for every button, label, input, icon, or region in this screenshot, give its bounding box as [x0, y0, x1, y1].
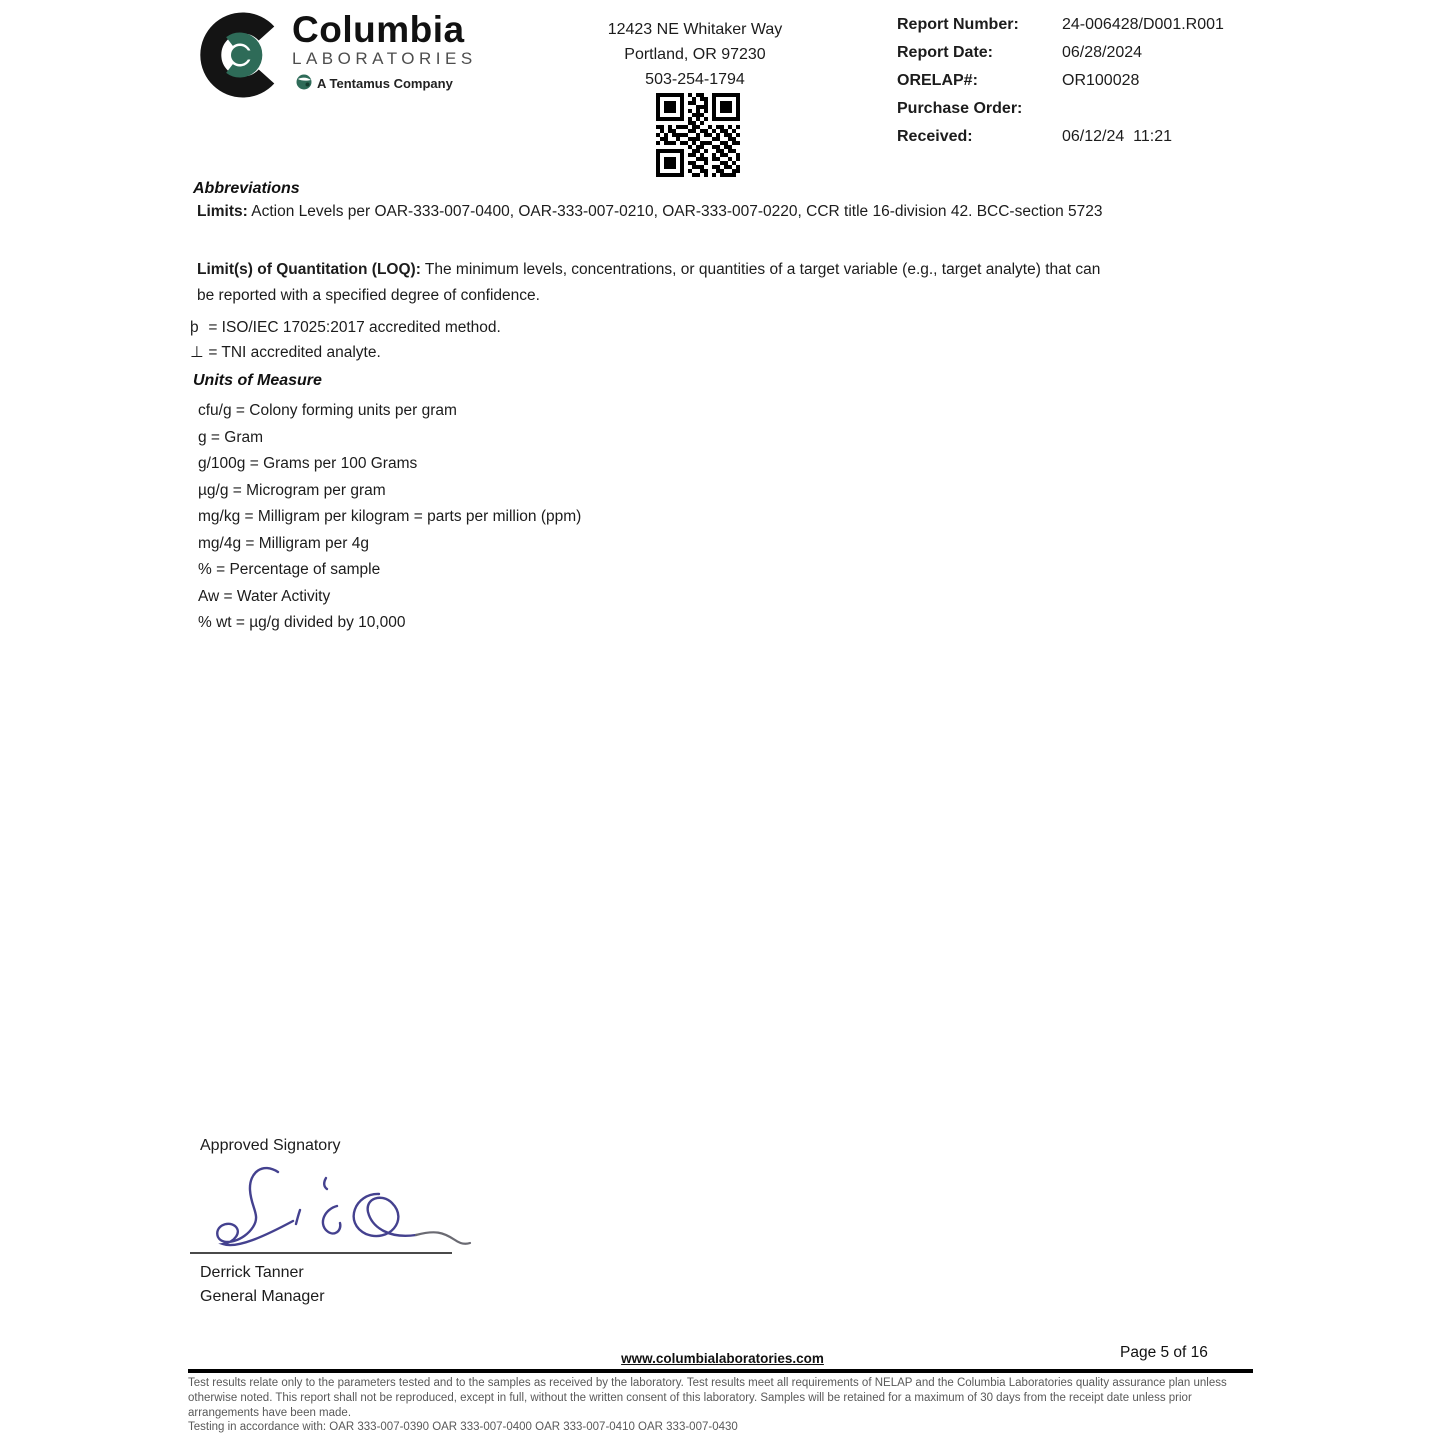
signature-rule [190, 1252, 452, 1254]
logo-sub-text: LABORATORIES [292, 49, 477, 68]
address-street: 12423 NE Whitaker Way [607, 21, 783, 38]
report-meta-row [897, 100, 1437, 118]
limits-definition [197, 203, 1347, 221]
accreditation-line [190, 316, 501, 341]
loq-label: Limit(s) of Quantitation (LOQ): [197, 261, 421, 278]
report-meta-value: 06/12/24 11:21 [1062, 128, 1173, 145]
qr-code [655, 92, 741, 178]
accreditation-notes [190, 316, 501, 365]
page-number: Page 5 of 16 [1120, 1344, 1208, 1361]
report-meta-row [897, 128, 1437, 146]
unit-definition: mg/kg = Milligram per kilogram = parts per million (ppm) [198, 508, 582, 525]
lab-address [555, 17, 835, 92]
report-meta-row [897, 16, 1437, 34]
unit-definition: mg/4g = Milligram per 4g [198, 534, 369, 552]
unit-definition: µg/g = Microgram per gram [198, 481, 386, 499]
accreditation-symbol: þ [190, 319, 199, 336]
limits-text: Action Levels per OAR-333-007-0400, OAR-333-007-0210, OAR-333-007-0220, CCR title 16-division 42. BCC-section 5723 [247, 203, 1103, 220]
logo-brand-text: Columbia [292, 9, 465, 50]
report-meta-value: 24-006428/D001.R001 [1062, 16, 1224, 33]
signatory-name: Derrick Tanner [200, 1264, 304, 1281]
report-meta-value: 06/28/2024 [1062, 44, 1143, 61]
unit-definition: cfu/g = Colony forming units per gram [198, 402, 457, 419]
tentamus-tagline [296, 74, 477, 93]
signature-ink [183, 1158, 473, 1263]
accreditation-symbol: ⊥ [190, 343, 204, 361]
approved-signatory-label: Approved Signatory [200, 1137, 341, 1154]
accreditation-line [190, 341, 501, 366]
unit-definition: % = Percentage of sample [198, 561, 381, 578]
report-meta-value: OR100028 [1062, 72, 1140, 89]
report-meta [897, 16, 1437, 156]
report-meta-label: Received: [897, 128, 973, 145]
footer-divider [188, 1369, 1253, 1373]
abbreviations-heading: Abbreviations [193, 180, 300, 197]
report-meta-row [897, 44, 1437, 62]
accreditation-text: = TNI accredited analyte. [208, 343, 381, 361]
report-meta-label: Report Number: [897, 16, 1019, 33]
signatory-title: General Manager [200, 1288, 325, 1305]
unit-definition: g = Gram [198, 428, 264, 446]
columbia-logo [198, 9, 477, 103]
columbia-logo-icon [198, 12, 284, 103]
tentamus-leaf-icon [296, 74, 312, 93]
report-meta-row [897, 72, 1437, 90]
address-city: Portland, OR 97230 [624, 46, 766, 63]
signatory-identity [200, 1261, 325, 1309]
address-phone: 503-254-1794 [645, 71, 745, 88]
unit-definition: % wt = µg/g divided by 10,000 [198, 614, 406, 631]
loq-definition [197, 257, 1107, 309]
loq-text: The minimum levels, concentrations, or quantities of a target variable (e.g., target analyte) that can be reported with a specified degree of confidence. [197, 261, 1101, 304]
footer-testing-standards: Testing in accordance with: OAR 333-007-0390 OAR 333-007-0400 OAR 333-007-0410 OAR 333-007-0430 [188, 1421, 738, 1433]
unit-definition: g/100g = Grams per 100 Grams [198, 455, 418, 472]
unit-definition: Aw = Water Activity [198, 587, 331, 605]
website-link[interactable]: www.columbialaboratories.com [621, 1351, 824, 1366]
report-meta-label: Purchase Order: [897, 100, 1023, 117]
tentamus-tagline-text: A Tentamus Company [317, 76, 453, 91]
accreditation-text: = ISO/IEC 17025:2017 accredited method. [208, 319, 501, 336]
report-meta-label: ORELAP#: [897, 72, 978, 89]
footer-disclaimer: Test results relate only to the parameters tested and to the samples as received by the laboratory. Test results meet all requirements of NELAP and the Columbia Laboratories quality assurance plan unless otherwise noted. This report shall not be reproduced, except in full, without the written consent of this laboratory. Samples will be retained for a maximum of 30 days from the receipt date unless prior arrangements have been made. [188, 1377, 1227, 1419]
units-of-measure-list [198, 398, 581, 637]
units-of-measure-heading: Units of Measure [193, 372, 322, 389]
report-meta-label: Report Date: [897, 44, 994, 61]
limits-label: Limits: [197, 203, 248, 220]
